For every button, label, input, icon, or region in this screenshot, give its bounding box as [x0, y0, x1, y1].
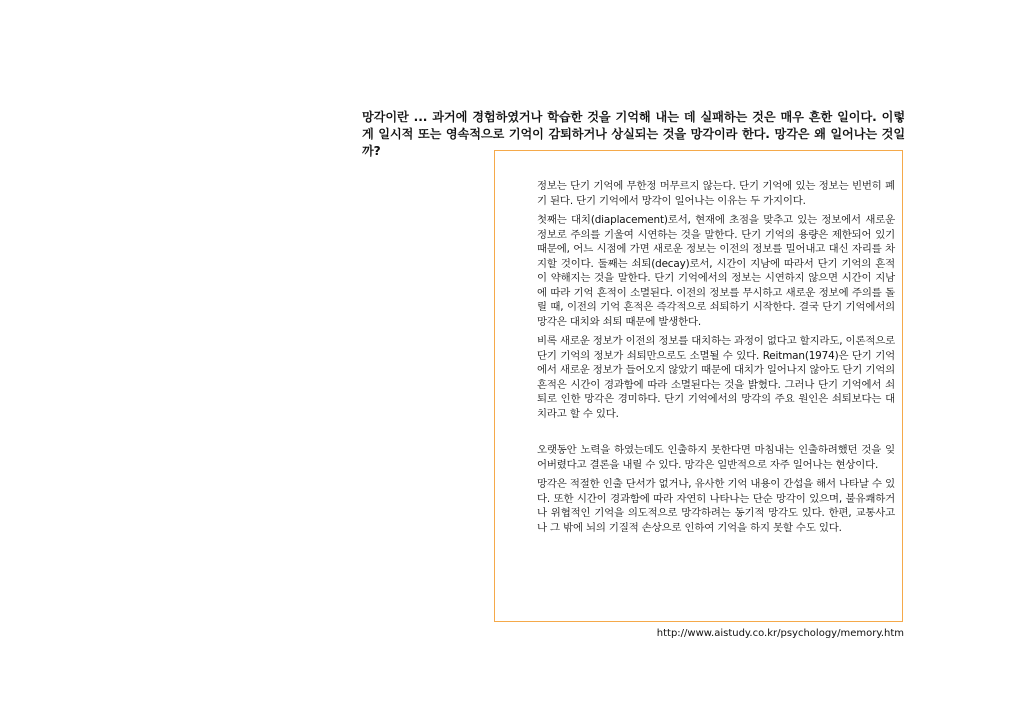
- content-box-text: [537, 179, 895, 540]
- intro-paragraph: 망각이란 ... 과거에 경험하였거나 학습한 것을 기억해 내는 데 실패하는 것은 매우 흔한 일이다. 이렇게 일시적 또는 영속적으로 기억이 감퇴하거나 상실되는 것을 망각이라 한다. 망각은 왜 일어나는 것일까?: [362, 110, 905, 158]
- box-paragraph-5: 망각은 적절한 인출 단서가 없거나, 유사한 기억 내용이 간섭을 해서 나타날 수 있다. 또한 시간이 경과함에 따라 자연히 나타나는 단순 망각이 있으며, 불유쾌하거나 위협적인 기억을 의도적으로 망각하려는 동기적 망각도 있다. 한편, 교통사고나 그 밖에 뇌의 기질적 손상으로 인하여 기억을 하지 못할 수도 있다.: [537, 478, 895, 534]
- box-paragraph-2: 첫째는 대치(diaplacement)로서, 현재에 초점을 맞추고 있는 정보에서 새로운 정보로 주의를 기울여 시연하는 것을 말한다. 단기 기억의 용량은 제한되어 있기 때문에, 어느 시점에 가면 새로운 정보는 이전의 정보를 밀어내고 대신 자리를 차지할 것이다. 둘째는 쇠퇴(decay)로서, 시간이 지남에 따라서 단기 기억의 흔적이 약해지는 것을 말한다. 단기 기억에서의 정보는 시연하지 않으면 시간이 지남에 따라 기억 흔적이 소멸된다. 이전의 정보를 무시하고 새로운 정보에 주의를 돌릴 때, 이전의 기억 흔적은 즉각적으로 쇠퇴하기 시작한다. 결국 단기 기억에서의 망각은 대치와 쇠퇴 때문에 발생한다.: [537, 214, 895, 328]
- source-url: http://www.aistudy.co.kr/psychology/memory.htm: [656, 628, 904, 639]
- box-paragraph-3: 비록 새로운 정보가 이전의 정보를 대치하는 과정이 없다고 할지라도, 이론적으로 단기 기억의 정보가 쇠퇴만으로도 소멸될 수 있다. Reitman(1974)은 단기 기억에서 새로운 정보가 들어오지 않았기 때문에 대치가 일어나지 않아도 단기 기억의 흔적은 시간이 경과함에 따라 소멸된다는 것을 밝혔다. 그러나 단기 기억에서 쇠퇴로 인한 망각은 경미하다. 단기 기억에서의 망각의 주요 원인은 쇠퇴보다는 대치라고 할 수 있다.: [537, 335, 895, 420]
- box-paragraph-4: 오랫동안 노력을 하였는데도 인출하지 못한다면 마침내는 인출하려했던 것을 잊어버렸다고 결론을 내릴 수 있다. 망각은 일반적으로 자주 일어나는 현상이다.: [537, 444, 895, 471]
- box-paragraph-1: 정보는 단기 기억에 무한정 머무르지 않는다. 단기 기억에 있는 정보는 빈번히 폐기 된다. 단기 기억에서 망각이 일어나는 이유는 두 가지이다.: [537, 180, 895, 207]
- content-box: [494, 150, 903, 622]
